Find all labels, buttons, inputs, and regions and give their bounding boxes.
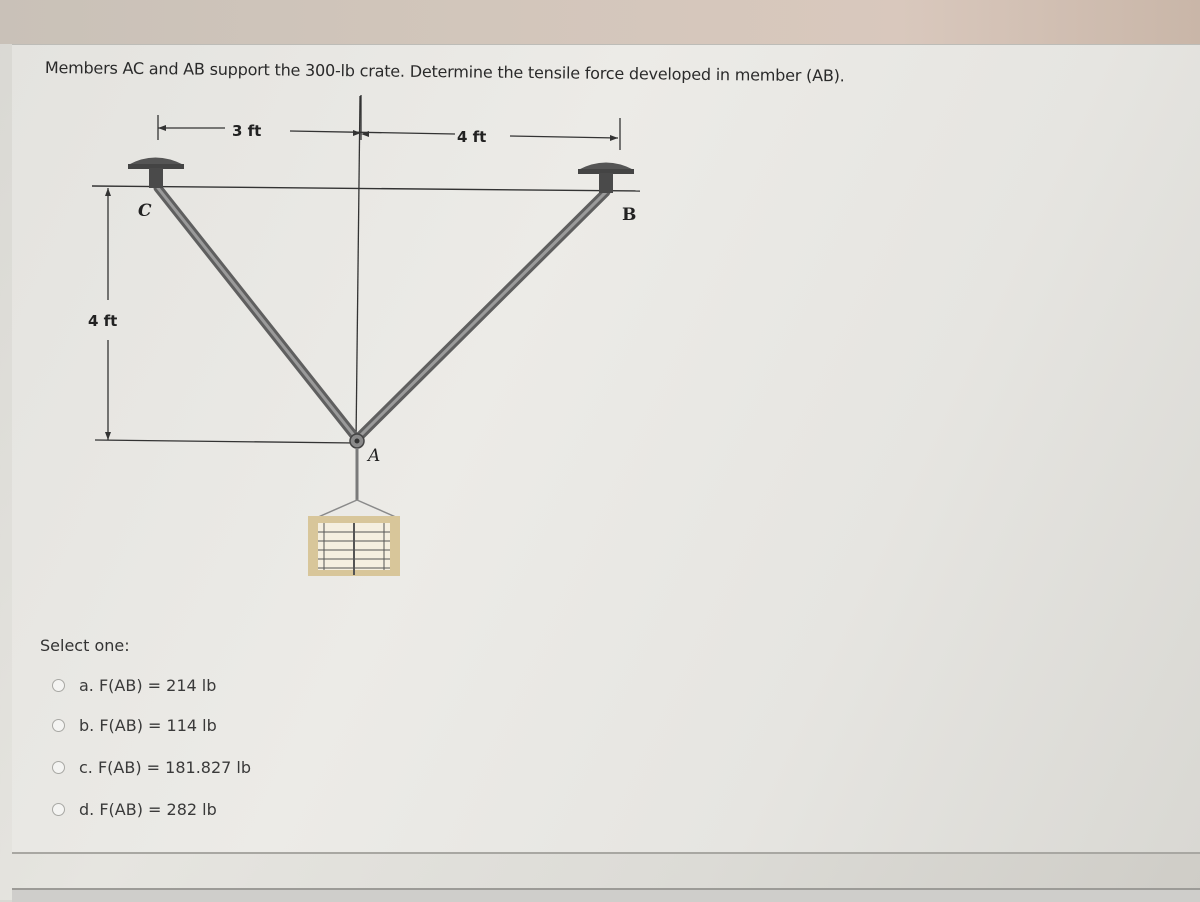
answer-option-b[interactable] <box>52 714 217 736</box>
top-dimension <box>158 95 620 150</box>
answer-option-c-label: c. F(AB) = 181.827 lb <box>79 757 252 777</box>
radio-button-d[interactable] <box>52 803 65 816</box>
label-a: A <box>368 446 381 466</box>
select-one-label: Select one: <box>40 636 130 655</box>
answer-option-d[interactable] <box>52 798 217 820</box>
panel-bottom-border <box>12 852 1200 854</box>
support-c <box>128 158 184 189</box>
dimension-vertical-label: 4 ft <box>88 312 118 330</box>
center-line <box>356 96 360 442</box>
answer-option-c[interactable] <box>52 756 251 778</box>
label-b: B <box>622 205 637 225</box>
answer-option-a[interactable] <box>52 674 216 696</box>
radio-button-b[interactable] <box>52 719 65 732</box>
dimension-left-label: 3 ft <box>232 122 262 140</box>
answer-option-b-label: b. F(AB) = 114 lb <box>79 715 217 735</box>
answer-option-d-label: d. F(AB) = 282 lb <box>79 799 217 819</box>
support-reference-line <box>92 186 640 191</box>
member-ac-highlight <box>158 188 356 438</box>
label-c: C <box>138 201 152 221</box>
crate <box>308 516 400 576</box>
radio-button-a[interactable] <box>52 679 65 692</box>
radio-button-c[interactable] <box>52 761 65 774</box>
dimension-right-label: 4 ft <box>457 128 487 146</box>
member-ab-highlight <box>358 192 606 438</box>
bottom-reference-line <box>95 440 356 443</box>
support-b <box>578 163 634 194</box>
question-text: Members AC and AB support the 300-lb crate. Determine the tensile force developed in member (AB). <box>44 58 845 86</box>
answer-option-a-label: a. F(AB) = 214 lb <box>79 675 217 695</box>
